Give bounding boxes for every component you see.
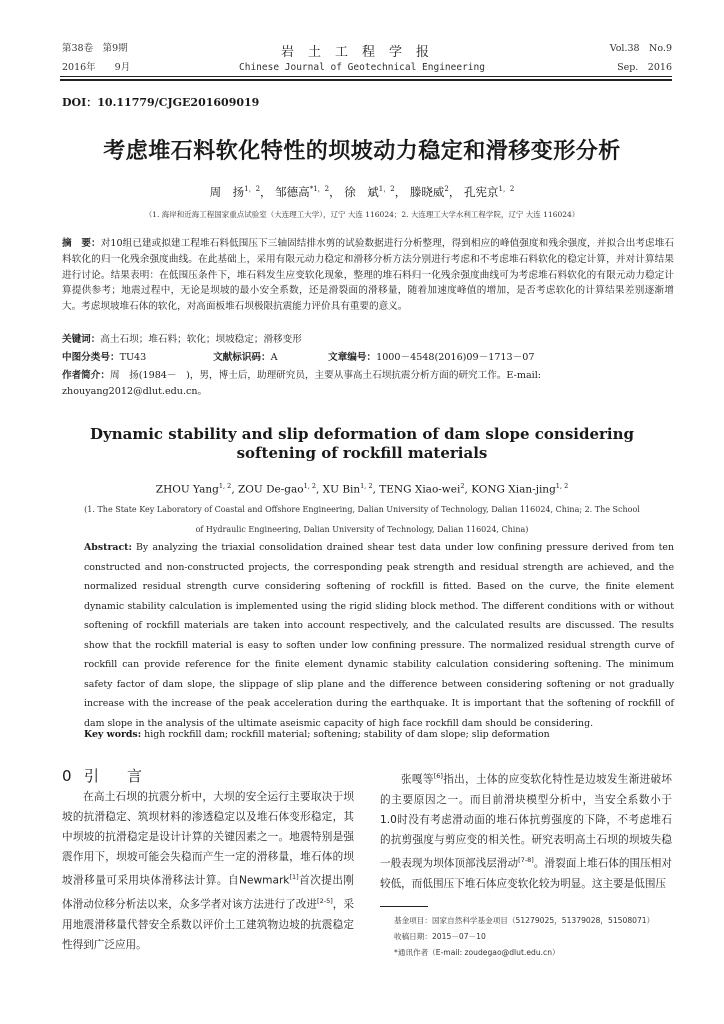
author-cn: 滕晓威: [409, 185, 445, 199]
header-rule-thin: [60, 76, 672, 77]
volume-issue-en: Vol.38 No.9: [609, 43, 672, 54]
journal-title-en: Chinese Journal of Geotechnical Engineering: [239, 62, 485, 73]
keywords-cn-text: 高土石坝；堆石料；软化；坝坡稳定；滑移变形: [100, 334, 302, 345]
author-affil-sup: 1，2: [378, 185, 395, 194]
authors-cn: 周 扬$^{1,2}$， 邹德高$^{*1,2}$， 徐 斌$^{1,2}$， 滕晓威$^2$， 孔宪京$^{1,2}$: [209, 185, 515, 199]
footnote-fund: 基金项目：国家自然科学基金项目（51279025，51379028，51508071）: [394, 916, 655, 925]
footnote-rule: [380, 906, 428, 907]
author-cn: 周 扬: [209, 185, 245, 199]
body-column-left: [62, 787, 354, 955]
doi: DOI：10.11779/CJGE201609019: [62, 96, 260, 109]
volume-issue-cn: 第38卷 第9期: [62, 43, 128, 54]
body-text: 在高土石坝的抗震分析中，大坝的安全运行主要取决于坝坡的抗滑稳定、筑坝材料的渗透稳定以及堆石体变形稳定，其中坝坡的抗滑稳定是设计计算的关键因素之一。地震特别是强震作用下，坝坡可能会失稳而产生一定的滑移量，堆石体的坝坡滑移量可采用块体滑移法计算。自Newmark: [62, 791, 354, 887]
body-text: 张嘎等: [401, 773, 434, 786]
author-affil-sup: 1, 2: [555, 482, 569, 490]
author-affil-sup: 1, 2: [218, 482, 232, 490]
author-cn: 徐 斌: [344, 185, 379, 199]
author-affil-sup: 1，2: [498, 185, 515, 194]
classification-row: [62, 350, 674, 366]
body-text: 首次提出刚体滑动位移分析法以来，众多学者对该方法进行了改进: [62, 874, 354, 911]
citation[interactable]: [6]: [433, 772, 443, 780]
section-title: 引言: [84, 767, 171, 785]
body-text: 指出，土体的应变软化特性是边坡发生渐进破坏的主要原因之一。而目前滑块模型分析中，当安全系数小于1.0时没有考虑滑动面的堆石体抗剪强度的下降，不考虑堆石的抗剪强度与剪应变的相关性。研究表明高土石坝的坝坡失稳一般表现为坝体顶部浅层滑动: [380, 773, 673, 870]
keywords-en: [84, 728, 674, 742]
footnote-corresponding: *通讯作者（E-mail: zoudegao@dlut.edu.cn）: [394, 948, 560, 957]
title-en-line: Dynamic stability and slip deformation of dam slope considering: [89, 425, 635, 443]
author-affil-sup: 1, 2: [360, 482, 373, 490]
affiliation-en: [0, 500, 724, 540]
author-affil-sup: 1, 2: [303, 482, 316, 490]
abstract-cn-label: 摘 要：: [62, 238, 101, 249]
article-label: 文章编号：: [328, 352, 377, 363]
section-number: 0: [62, 767, 72, 785]
abstract-en: [84, 538, 674, 733]
footnote-received: 收稿日期：2015－07－10: [394, 932, 486, 941]
article-value: 1000－4548(2016)09－1713－07: [376, 352, 535, 363]
authors-en: ZHOU Yang$^{1, 2}$, ZOU De-gao$^{1, 2}$, XU Bin$^{1, 2}$, TENG Xiao-wei$^2$, KONG Xian-jing$^{1, 2}$: [155, 482, 569, 496]
title-en: [0, 425, 724, 463]
doc-label: 文献标识码：: [213, 352, 271, 363]
author-en: ZHOU Yang: [155, 483, 219, 496]
keywords-cn: [62, 332, 674, 348]
citation[interactable]: [7-8]: [518, 855, 534, 864]
author-bio: [62, 368, 674, 400]
author-en: TENG Xiao-wei: [379, 483, 461, 496]
author-affil-sup: 2: [444, 185, 449, 194]
title-en-line: softening of rockfill materials: [236, 444, 488, 462]
author-affil-sup: 2: [460, 482, 465, 490]
abstract-cn-text: 对10组已建或拟建工程堆石料低围压下三轴固结排水剪的试验数据进行分析整理，得到相应的峰值强度和残余强度，并拟合出考虑堆石料软化的归一化残余强度曲线。在此基础上，采用有限元动力稳定和滑移分析方法分别进行考虑和不考虑堆石料软化的稳定计算，并对计算结果进行讨论。结果表明：在低围压条件下，堆石料发生应变软化现象，整理的堆石料归一化残余强度曲线可为考虑堆石料软化的有限元动力稳定计算提供参考；地震过程中，无论是坝坡的最小安全系数，还是滑裂面的滑移量，随着加速度峰值的增加，是否考虑软化的计算结果差别逐渐增大。考虑坝坡堆石体的软化，对高面板堆石坝极限抗震能力评价具有重要的意义。: [62, 238, 674, 313]
keywords-en-text: high rockfill dam; rockfill material; softening; stability of dam slope; slip deformation: [144, 729, 550, 740]
author-cn: 邹德高: [275, 185, 310, 199]
citation[interactable]: [1]: [289, 873, 299, 882]
class-value: TU43: [119, 352, 147, 363]
keywords-en-label: Key words:: [84, 729, 142, 740]
affiliation-cn: （1. 海岸和近海工程国家重点试验室（大连理工大学），辽宁 大连 116024；2. 大连理工大学水利工程学院，辽宁 大连 116024）: [144, 210, 580, 219]
date-en: Sep. 2016: [617, 62, 672, 73]
header-rule-thick: [60, 79, 672, 81]
body-text: 。滑裂面上堆石体的围压相对较低，而低围压下堆石体应变软化较为明显。这主要是低围压: [380, 857, 673, 890]
bio-text: 周 扬(1984－ )，男，博士后，助理研究员，主要从事高土石坝抗震分析方面的研究工作。E-mail: zhouyang2012@dlut.edu.cn。: [62, 370, 542, 397]
author-affil-sup: *1，2: [309, 185, 330, 194]
abstract-en-label: Abstract:: [84, 542, 132, 553]
body-column-right: [380, 766, 672, 894]
abstract-cn: [62, 236, 674, 315]
author-affil-sup: 1，2: [244, 185, 261, 194]
journal-title-cn: 岩土工程学报: [280, 45, 443, 60]
affiliation-en-line: of Hydraulic Engineering, Dalian University of Technology, Dalian 116024, China): [195, 525, 529, 534]
affiliation-en-line: (1. The State Key Laboratory of Coastal and Offshore Engineering, Dalian University of Technology, Dalian 116024, China; 2. The School: [84, 505, 640, 514]
citation[interactable]: [2-5]: [317, 897, 333, 905]
author-cn: 孔宪京: [463, 185, 499, 199]
class-label: 中图分类号：: [62, 352, 120, 363]
title-cn: 考虑堆石料软化特性的坝坡动力稳定和滑移变形分析: [103, 139, 621, 164]
doc-value: A: [270, 352, 278, 363]
author-en: KONG Xian-jing: [471, 483, 556, 496]
keywords-cn-label: 关键词：: [62, 334, 101, 345]
abstract-en-text: By analyzing the triaxial consolidation drained shear test data under low confining pressure derived from ten constructed and non-constructed projects, the corresponding peak strength and residual strength are achieved, and the normalized residual strength curve considering softening of rockfill is fitted. Based on the curve, the finite element dynamic stability calculation is implemented using the rigid sliding block method. The different conditions with or without softening of rockfill materials are taken into account respectively, and the calculated results are discussed. The results show that the rockfill material is easy to soften under low confining pressure. The normalized residual strength curve of rockfill can provide reference for the finite element dynamic stability calculation considering softening. The minimum safety factor of dam slope, the slippage of slip plane and the difference between considering softening or not gradually increase with the increase of the peak acceleration during the earthquake. It is important that the softening of rockfill of dam slope in the analysis of the ultimate aseismic capacity of high face rockfill dam should be considering.: [84, 542, 674, 729]
body-text: ，采用地震滑移量代替安全系数以评价土工建筑物边坡的抗震稳定性得到广泛应用。: [62, 898, 355, 951]
author-en: XU Bin: [322, 483, 361, 496]
bio-label: 作者简介：: [62, 370, 110, 381]
author-en: ZOU De-gao: [238, 483, 304, 496]
section-heading: [62, 765, 170, 786]
date-cn: 2016年 9月: [62, 62, 131, 73]
